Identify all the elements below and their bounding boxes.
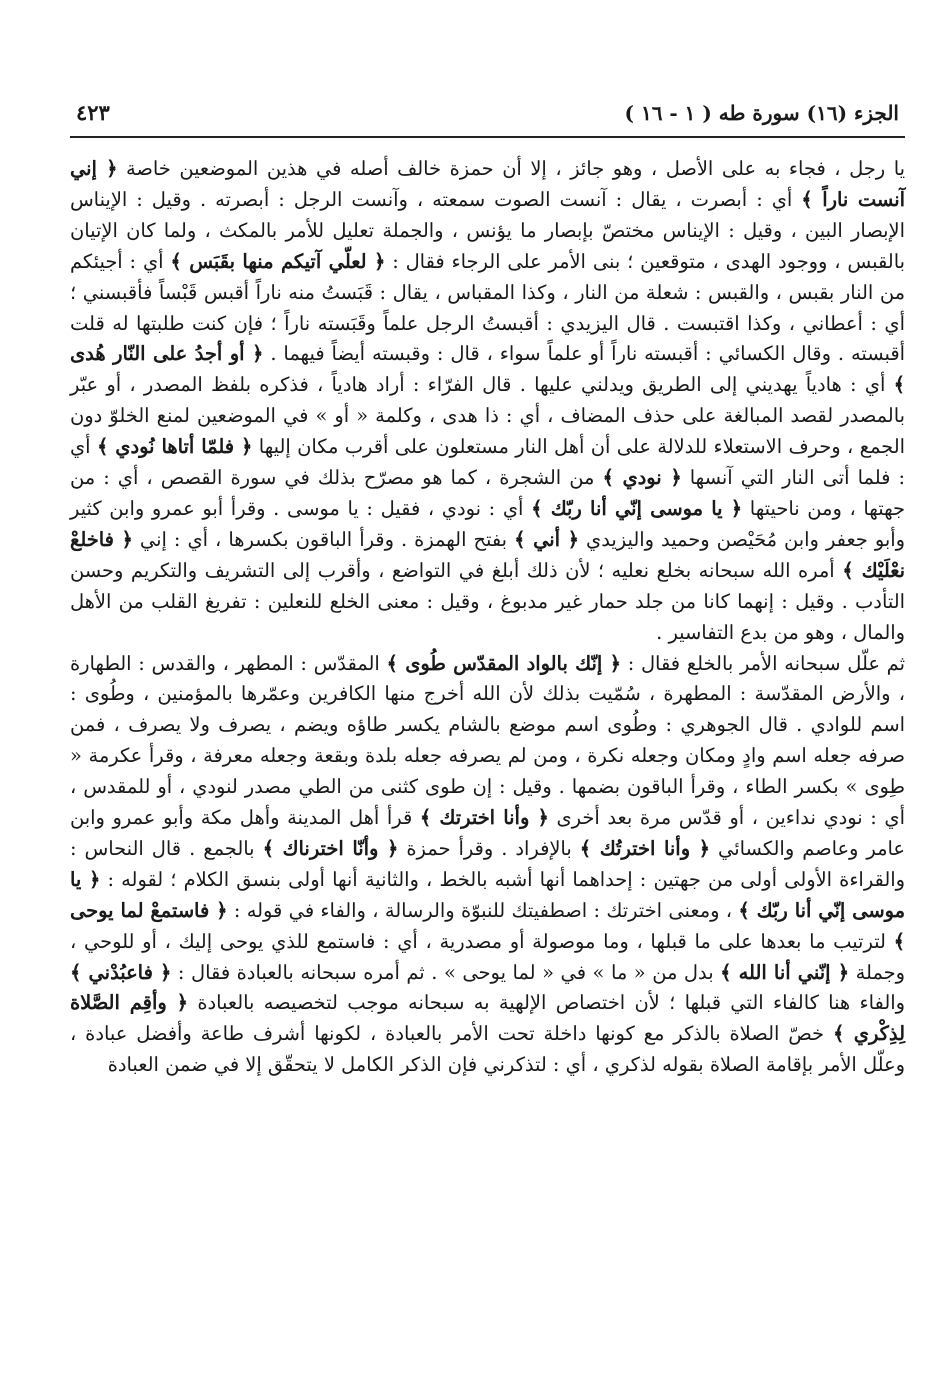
quran-quote: ﴿ يا موسى إنّي أنا ربّك ﴾ [531,496,743,520]
header-rule [70,136,905,138]
quran-quote: ﴿ أو أجدُ على النّار هُدى ﴾ [70,342,905,397]
running-header [70,100,905,134]
text-run: قرأ أهل المدينة وأهل مكة وأبو عمرو وابن عامر وعاصم والكسائي [70,806,905,860]
text-run: أي : أبصرت ، يقال : آنست الصوت سمعته ، وآنست الرجل : أبصرته . وقيل : الإيناس الإبصار البين ، وقيل : الإيناس مختصّ بإبصار ما يؤنس ، والجملة تعليل للأمر بالمكث ، ولما كان الإتيان بالقبس ، ووجود الهدى ، متوقعين ؛ بنى الأمر على الرجاء فقال : [70,187,905,273]
quran-quote: ﴿ فاعبُدْني ﴾ [70,960,172,984]
text-run: بالجمع . قال النحاس : والقراءة الأولى أولى من جهتين : إحداهما أنها أشبه بالخط ، والثانية أنها أولى بنسق الكلام ؛ لقوله : [70,836,905,891]
text-run: بدل من « ما » في « لما يوحى » . ثم أمره سبحانه بالعبادة فقال : [171,960,721,984]
text-run: ثم علّل سبحانه الأمر بالخلع فقال : [620,651,905,675]
text-run: ، ومعنى اخترتك : اصطفيتك للنبوّة والرسالة ، والفاء في قوله : [227,898,739,922]
text-run: أمره الله سبحانه بخلع نعليه ؛ لأن ذلك أبلغ في التواضع ، وأقرب إلى التشريف والتكريم وحسن التأدب . وقيل : إنهما كانا من جلد حمار غير مدبوغ ، وقيل : معنى الخلع للنعلين : تفريغ القلب من الأهل والمال ، وهو من بدع التفاسير . [70,558,905,644]
quran-quote: ﴿ نودي ﴾ [602,466,682,490]
page-number: ٤٢٣ [76,100,110,125]
text-run: من الشجرة ، كما هو مصرّح بذلك في سورة القصص ، أي : من جهتها ، ومن ناحيتها [70,466,905,520]
text-run: أي : هادياً يهديني إلى الطريق ويدلني عليها . قال الفرّاء : أراد هادياً ، فذكره بلفظ المصدر ، أو عبّر بالمصدر لقصد المبالغة على حذف المضاف ، أي : ذا هدى ، وكلمة « أو » في الموضعين لمنع الخلوّ دون الجمع ، وحرف الاستعلاء للدلالة على أن أهل النار مستعلون على أقرب مكان إليها [70,373,905,459]
quran-quote: ﴿ إنّك بالواد المقدّس طُوى ﴾ [386,651,621,675]
paragraph [70,649,905,1082]
quran-quote: ﴿ وأنّا اخترناك ﴾ [262,836,399,860]
text-run: المقدّس : المطهر ، والقدس : الطهارة ، والأرض المقدّسة : المطهرة ، سُمّيت بذلك لأن الله أخرج منها الكافرين وعمّرها بالمؤمنين ، وطُوى : اسم للوادي . قال الجوهري : وطُوى اسم موضع بالشام يكسر طاؤه ويضم ، يصرف ولا يصرف ، فمن صرفه جعله اسم وادٍ ومكان وجعله نكرة ، ومن لم يصرفه جعله بلدة وبقعة وجعله معرفة ، وقرأ عكرمة « طِوى » بكسر الطاء ، وقرأ الباقون بضمها . وقيل : إن طوى كثنى من الطي مصدر لنودي ، أو للمقدس ، أي : نودي نداءين ، أو قدّس مرة بعد أخرى [70,651,905,830]
text-run: يا رجل ، فجاء به على الأصل ، وهو جائز ، إلا أن حمزة خالف أصله في هذين الموضعين خاصة [117,157,905,180]
text-run: خصّ الصلاة بالذكر مع كونها داخلة تحت الأمر بالعبادة ، لكونها أشرف طاعة وأفضل عبادة ، وعلّل الأمر بإقامة الصلاة بقوله لذكري ، أي : لتذكرني فإن الذكر الكامل لا يتحقّق إلا في ضمن العبادة [70,1022,905,1077]
header-title: الجزء (١٦) سورة طه ( ١ - ١٦ ) [624,101,899,125]
paragraph [70,154,905,649]
quran-quote: ﴿ لعلّي آتيكم منها بقَبَس ﴾ [170,249,386,273]
quran-quote: ﴿ إنّني أنا الله ﴾ [720,960,850,984]
text-run: لترتيب ما بعدها على ما قبلها ، وما موصولة أو مصدرية ، أي : فاستمع للذي يوحى إليك ، أو للوحي ، وجملة [70,929,906,984]
text-run: والفاء هنا كالفاء التي قبلها ؛ لأن اختصاص الإلهية به سبحانه موجب لتخصيصه بالعبادة [187,991,905,1015]
quran-quote: ﴿ أني ﴾ [514,527,579,551]
quran-quote: ﴿ يا موسى إنّي أنا ربّك ﴾ [70,867,905,922]
quran-quote: ﴿ وأنا اخترتك ﴾ [419,806,549,830]
page [70,100,905,1350]
quran-quote: ﴿ فاستمعْ لما يوحى ﴾ [70,898,905,953]
quran-quote: ﴿ إني آنست ناراً ﴾ [70,157,905,211]
quran-quote: ﴿ وأقِم الصَّلاة لِذِكْري ﴾ [70,991,905,1046]
text-run: بفتح الهمزة . وقرأ الباقون بكسرها ، أي : إني [132,527,515,551]
text-run: أي : فلما أتى النار التي آنسها [70,435,905,490]
text-run: أي : نودي ، فقيل : يا موسى . وقرأ أبو عمرو وابن كثير وأبو جعفر وابن مُحَيْصن وحميد واليزيدي [70,496,905,551]
text-run: بالإفراد . وقرأ حمزة [398,836,580,860]
text-run: أي : أجيئكم من النار بقبس ، والقبس : شعلة من النار ، وكذا المقباس ، يقال : قَبَستُ منه ناراً أقبس قَبْساً فأقبسني ؛ أي : أعطاني ، وكذا اقتبست . قال اليزيدي : أقبستُ الرجل علماً وقَبَسته ناراً ؛ فإن كنت طلبتها له قلت أقبسته . وقال الكسائي : أقبسته ناراً أو علماً سواء ، قال : وقبسته أيضاً فيهما . [70,249,906,366]
quran-quote: ﴿ فاخلعْ نعْلَيْك ﴾ [70,527,905,582]
commentary-text [70,154,905,1081]
quran-quote: ﴿ وأنا اخترتُك ﴾ [579,836,711,860]
quran-quote: ﴿ فلمّا أتاها نُودي ﴾ [96,435,253,459]
